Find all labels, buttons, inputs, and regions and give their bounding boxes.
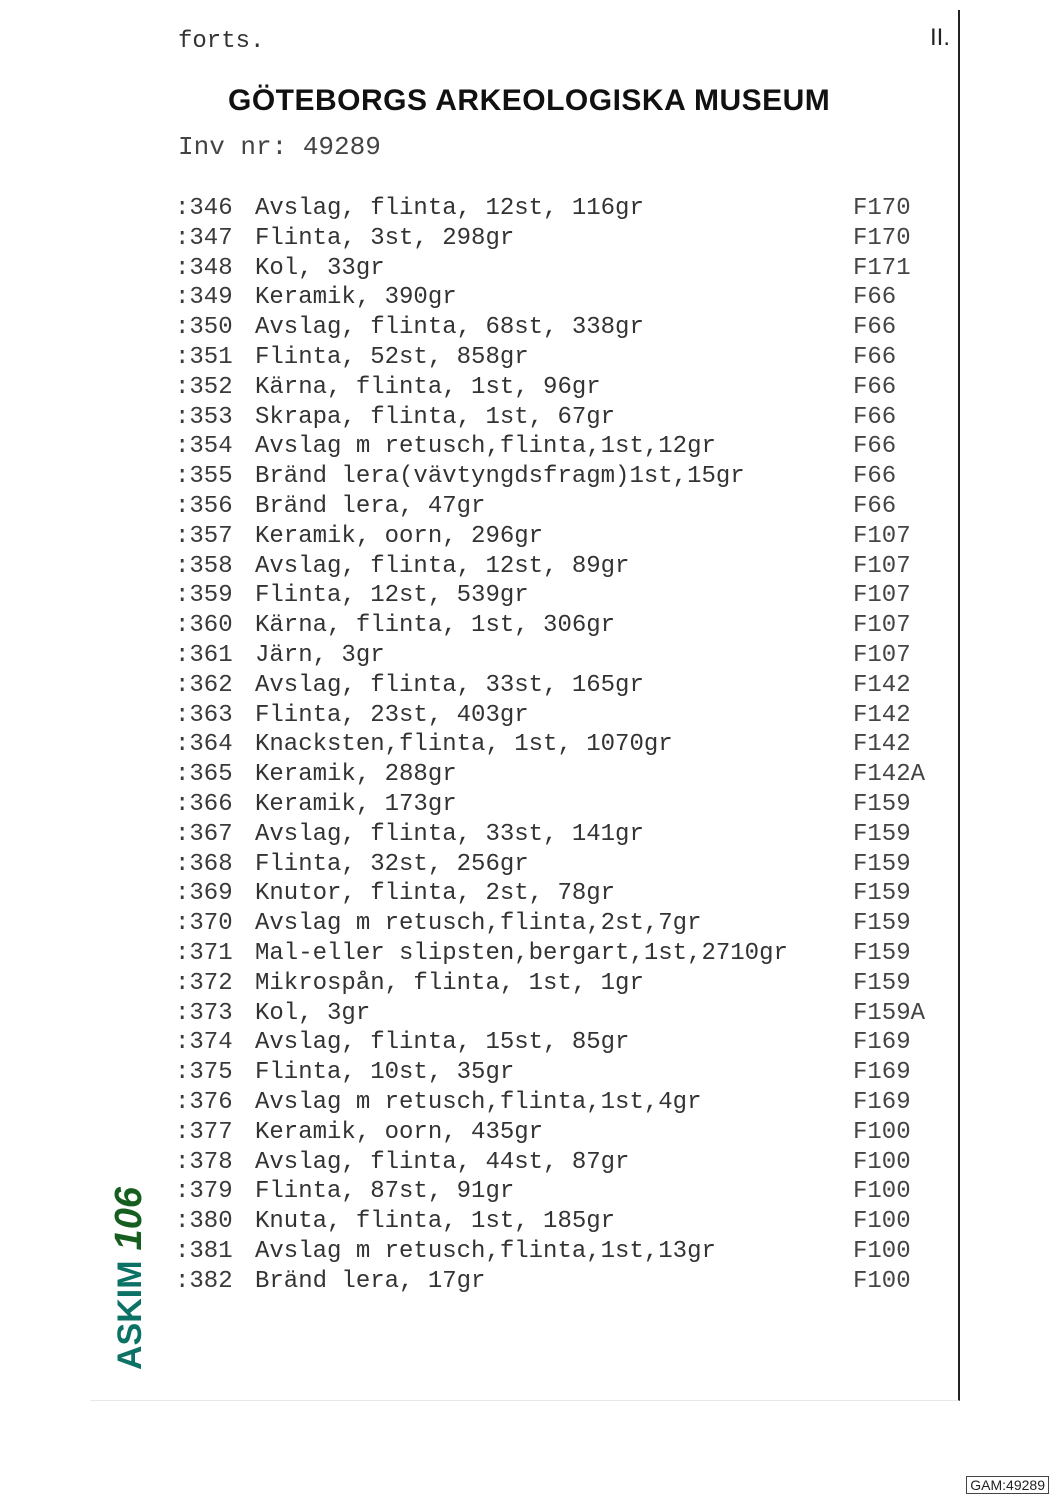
list-item <box>175 254 935 284</box>
list-item <box>175 194 935 224</box>
entry-number: :351 <box>175 343 233 371</box>
list-item <box>175 1058 935 1088</box>
entry-description: Flinta, 23st, 403gr <box>255 701 529 729</box>
list-item <box>175 581 935 611</box>
entry-description: Avslag, flinta, 68st, 338gr <box>255 314 644 342</box>
entry-location: F169 <box>853 1059 911 1087</box>
entry-description: Kärna, flinta, 1st, 96gr <box>255 373 601 401</box>
entry-number: :381 <box>175 1237 233 1265</box>
list-item <box>175 432 935 462</box>
entry-number: :364 <box>175 731 233 759</box>
entry-location: F107 <box>853 641 911 669</box>
entry-number: :368 <box>175 850 233 878</box>
list-item <box>175 224 935 254</box>
entry-location: F100 <box>853 1208 911 1236</box>
entry-number: :366 <box>175 790 233 818</box>
entry-number: :353 <box>175 403 233 431</box>
entry-description: Mal-eller slipsten,bergart,1st,2710gr <box>255 939 788 967</box>
museum-title: GÖTEBORGS ARKEOLOGISKA MUSEUM <box>228 84 831 117</box>
entry-location: F66 <box>853 343 897 371</box>
entry-number: :380 <box>175 1208 233 1236</box>
list-item <box>175 1207 935 1237</box>
entry-number: :378 <box>175 1148 233 1176</box>
entry-description: Avslag m retusch,flinta,1st,4gr <box>255 1088 702 1116</box>
entry-description: Flinta, 10st, 35gr <box>255 1059 515 1087</box>
inventory-number: Inv nr: 49289 <box>178 132 381 162</box>
entry-description: Kol, 33gr <box>255 254 385 282</box>
entry-location: F100 <box>853 1148 911 1176</box>
list-item <box>175 552 935 582</box>
list-item <box>175 820 935 850</box>
entry-location: F159 <box>853 939 911 967</box>
entry-number: :382 <box>175 1267 233 1295</box>
entry-description: Avslag, flinta, 33st, 165gr <box>255 671 644 699</box>
entry-number: :361 <box>175 641 233 669</box>
entry-location: F107 <box>853 612 911 640</box>
entry-number: :375 <box>175 1059 233 1087</box>
entry-number: :350 <box>175 314 233 342</box>
reference-label: GAM:49289 <box>966 1476 1049 1494</box>
stamp-site: ASKIM <box>111 1260 149 1370</box>
entry-number: :346 <box>175 195 233 222</box>
entry-number: :371 <box>175 939 233 967</box>
entry-location: F107 <box>853 552 911 580</box>
entry-description: Avslag, flinta, 12st, 116gr <box>255 195 644 222</box>
list-item <box>175 1237 935 1267</box>
entry-number: :365 <box>175 761 233 789</box>
entry-location: F100 <box>853 1237 911 1265</box>
entry-number: :372 <box>175 969 233 997</box>
entry-description: Knutor, flinta, 2st, 78gr <box>255 880 616 908</box>
entry-number: :355 <box>175 463 233 491</box>
list-item <box>175 283 935 313</box>
entry-number: :348 <box>175 254 233 282</box>
list-item <box>175 1118 935 1148</box>
entry-number: :370 <box>175 910 233 938</box>
entry-description: Keramik, 288gr <box>255 761 457 789</box>
entry-description: Avslag m retusch,flinta,1st,13gr <box>255 1237 716 1265</box>
entry-description: Flinta, 32st, 256gr <box>255 850 529 878</box>
entry-location: F100 <box>853 1267 911 1295</box>
entry-number: :379 <box>175 1178 233 1206</box>
entry-number: :376 <box>175 1088 233 1116</box>
entry-number: :354 <box>175 433 233 461</box>
entry-number: :374 <box>175 1029 233 1057</box>
list-item <box>175 462 935 492</box>
list-item <box>175 850 935 880</box>
list-item <box>175 1088 935 1118</box>
list-item <box>175 1028 935 1058</box>
entry-number: :352 <box>175 373 233 401</box>
entry-location: F159 <box>853 880 911 908</box>
entry-number: :356 <box>175 492 233 520</box>
entry-description: Skrapa, flinta, 1st, 67gr <box>255 403 616 431</box>
entry-description: Keramik, 173gr <box>255 790 457 818</box>
entry-location: F142 <box>853 701 911 729</box>
list-item <box>175 999 935 1029</box>
list-item <box>175 343 935 373</box>
entry-description: Bränd lera(vävtyngdsfragm)1st,15gr <box>255 463 745 491</box>
list-item <box>175 1267 935 1297</box>
entry-number: :377 <box>175 1118 233 1146</box>
entry-location: F142 <box>853 671 911 699</box>
entry-location: F66 <box>853 373 897 401</box>
entry-description: Avslag m retusch,flinta,2st,7gr <box>255 910 702 938</box>
entry-location: F66 <box>853 492 897 520</box>
list-item <box>175 730 935 760</box>
list-item <box>175 760 935 790</box>
entry-location: F107 <box>853 522 911 550</box>
entry-description: Mikrospån, flinta, 1st, 1gr <box>255 969 644 997</box>
entry-description: Keramik, oorn, 435gr <box>255 1118 544 1146</box>
entry-description: Kol, 3gr <box>255 999 371 1027</box>
list-item <box>175 671 935 701</box>
entry-number: :363 <box>175 701 233 729</box>
entry-number: :349 <box>175 284 233 312</box>
entry-description: Avslag m retusch,flinta,1st,12gr <box>255 433 716 461</box>
entry-description: Flinta, 52st, 858gr <box>255 343 529 371</box>
entry-description: Järn, 3gr <box>255 641 385 669</box>
site-stamp <box>108 1187 151 1370</box>
entry-location: F170 <box>853 224 911 252</box>
list-item <box>175 969 935 999</box>
entry-location: F170 <box>853 195 911 222</box>
entry-number: :373 <box>175 999 233 1027</box>
list-item <box>175 1148 935 1178</box>
entry-location: F100 <box>853 1118 911 1146</box>
entry-description: Flinta, 3st, 298gr <box>255 224 515 252</box>
card-number: II. <box>930 24 951 51</box>
entry-number: :358 <box>175 552 233 580</box>
entry-number: :360 <box>175 612 233 640</box>
entry-description: Avslag, flinta, 15st, 85gr <box>255 1029 630 1057</box>
entry-location: F159A <box>853 999 926 1027</box>
list-item <box>175 403 935 433</box>
entry-location: F159 <box>853 969 911 997</box>
entry-description: Avslag, flinta, 12st, 89gr <box>255 552 630 580</box>
list-item <box>175 522 935 552</box>
entry-description: Flinta, 87st, 91gr <box>255 1178 515 1206</box>
entry-location: F66 <box>853 314 897 342</box>
entry-description: Knuta, flinta, 1st, 185gr <box>255 1208 616 1236</box>
list-item <box>175 373 935 403</box>
entry-location: F159 <box>853 850 911 878</box>
entry-location: F107 <box>853 582 911 610</box>
list-item <box>175 313 935 343</box>
list-item <box>175 611 935 641</box>
continued-label: forts. <box>178 28 265 55</box>
entry-description: Kärna, flinta, 1st, 306gr <box>255 612 616 640</box>
entry-location: F66 <box>853 284 897 312</box>
list-item <box>175 701 935 731</box>
entry-description: Keramik, oorn, 296gr <box>255 522 544 550</box>
entry-list <box>175 194 935 1296</box>
entry-location: F159 <box>853 910 911 938</box>
entry-location: F169 <box>853 1088 911 1116</box>
entry-number: :367 <box>175 820 233 848</box>
entry-location: F66 <box>853 403 897 431</box>
entry-location: F169 <box>853 1029 911 1057</box>
list-item <box>175 492 935 522</box>
entry-description: Bränd lera, 47gr <box>255 492 486 520</box>
list-item <box>175 939 935 969</box>
entry-location: F171 <box>853 254 911 282</box>
list-item <box>175 909 935 939</box>
list-item <box>175 641 935 671</box>
entry-location: F66 <box>853 433 897 461</box>
entry-number: :362 <box>175 671 233 699</box>
entry-number: :369 <box>175 880 233 908</box>
entry-description: Keramik, 390gr <box>255 284 457 312</box>
entry-location: F100 <box>853 1178 911 1206</box>
entry-description: Knacksten,flinta, 1st, 1070gr <box>255 731 673 759</box>
list-item <box>175 790 935 820</box>
list-item <box>175 879 935 909</box>
entry-location: F66 <box>853 463 897 491</box>
entry-number: :359 <box>175 582 233 610</box>
entry-location: F142A <box>853 761 926 789</box>
entry-location: F159 <box>853 820 911 848</box>
list-item <box>175 1177 935 1207</box>
entry-location: F159 <box>853 790 911 818</box>
entry-number: :357 <box>175 522 233 550</box>
entry-number: :347 <box>175 224 233 252</box>
entry-description: Flinta, 12st, 539gr <box>255 582 529 610</box>
stamp-number: 106 <box>108 1187 150 1251</box>
entry-location: F142 <box>853 731 911 759</box>
entry-description: Avslag, flinta, 44st, 87gr <box>255 1148 630 1176</box>
entry-description: Avslag, flinta, 33st, 141gr <box>255 820 644 848</box>
entry-description: Bränd lera, 17gr <box>255 1267 486 1295</box>
